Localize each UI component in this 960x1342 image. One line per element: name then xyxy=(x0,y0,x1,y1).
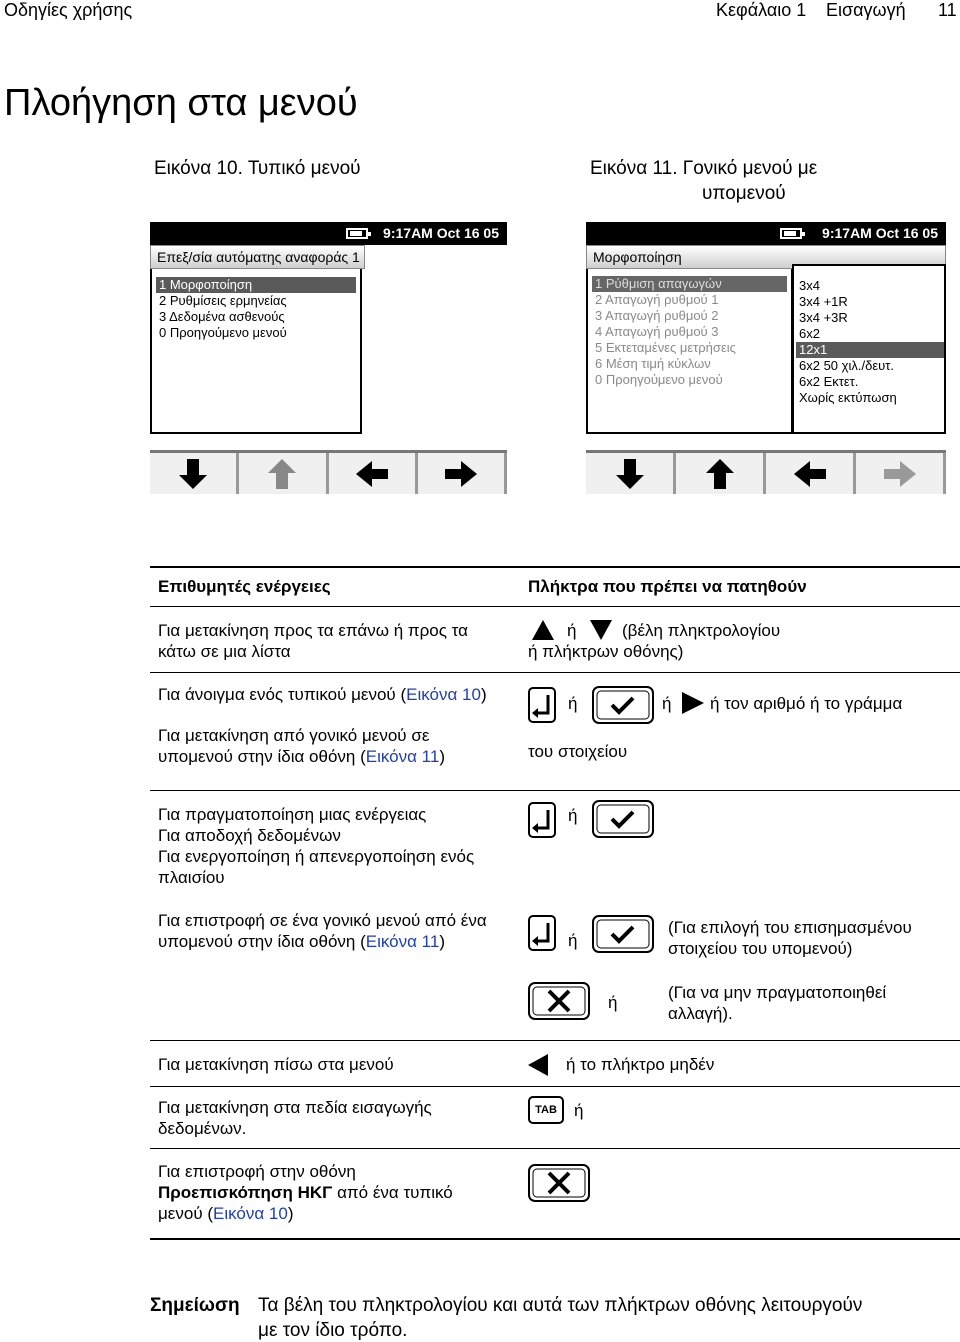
row2-text-b: Για μετακίνηση από γονικό μενού σε υπομενού στην ίδια οθόνη (Εικόνα 11) xyxy=(158,726,445,766)
arrow-up-icon xyxy=(702,457,738,491)
row1-key-text: (βέλη πληκτρολογίου xyxy=(622,621,781,640)
fig11-caption: Εικόνα 11. Γονικό μενού με xyxy=(590,158,818,179)
menu-title: Επεξ/σία αυτόματης αναφοράς 1 xyxy=(150,245,365,269)
row3-text: Για πραγματοποίηση μιας ενέργειας xyxy=(158,805,427,824)
arrow-left-icon xyxy=(354,457,390,491)
section-label: Εισαγωγή xyxy=(826,0,906,20)
battery-icon xyxy=(780,228,802,239)
col1-header: Επιθυμητές ενέργειες xyxy=(158,577,331,596)
fig11-link[interactable]: Εικόνα 11 xyxy=(365,747,440,766)
row1-text: Για μετακίνηση προς τα επάνω ή προς τα xyxy=(158,621,468,640)
check-key-icon xyxy=(592,800,654,838)
row5-key-text: ή το πλήκτρο μηδέν xyxy=(566,1055,715,1074)
cancel-key-icon xyxy=(528,1164,590,1202)
menu-title: Μορφοποίηση xyxy=(586,245,946,269)
row3-text: πλαισίου xyxy=(158,868,225,887)
or-text: ή xyxy=(568,806,578,825)
softkey-bar xyxy=(586,450,946,494)
row4-text: Για επιστροφή σε ένα γονικό μενού από ένα xyxy=(158,911,487,930)
row2-tail: ή τον αριθμό ή το γράμμα xyxy=(710,694,903,713)
menu-item[interactable]: 2 Ρυθμίσεις ερμηνείας xyxy=(159,293,287,308)
check-key-icon xyxy=(592,915,654,953)
row4-note: στοιχείου του υπομενού) xyxy=(668,939,853,958)
menu-item[interactable]: 4 Απαγωγή ρυθμού 3 xyxy=(595,324,719,339)
submenu-item[interactable]: 3x4 +3R xyxy=(799,310,848,325)
row2-text: Για άνοιγμα ενός τυπικού μενού (Εικόνα 10) xyxy=(158,685,487,704)
arrow-up-icon xyxy=(264,457,300,491)
softkey-bar xyxy=(150,450,507,494)
softkey-right[interactable] xyxy=(856,453,946,494)
note-label: Σημείωση xyxy=(150,1295,240,1316)
menu-item[interactable]: 0 Προηγούμενο μενού xyxy=(159,325,287,340)
clock: 9:17AM Oct 16 05 xyxy=(383,225,499,241)
or-text: ή xyxy=(568,694,578,713)
row3-text: Για αποδοχή δεδομένων xyxy=(158,826,341,845)
row4-note: αλλαγή). xyxy=(668,1004,733,1023)
or-text: ή xyxy=(608,993,618,1012)
manual-title: Οδηγίες χρήσης xyxy=(4,0,133,20)
clock: 9:17AM Oct 16 05 xyxy=(822,225,938,241)
or-text: ή xyxy=(574,1101,584,1120)
row6-text: δεδομένων. xyxy=(158,1119,247,1138)
col2-header: Πλήκτρα που πρέπει να πατηθούν xyxy=(528,577,807,596)
menu-item[interactable]: 3 Δεδομένα ασθενούς xyxy=(159,309,285,324)
softkey-down[interactable] xyxy=(586,453,676,494)
fig11-screen xyxy=(586,222,946,494)
or-text: ή xyxy=(568,931,578,950)
menu-item[interactable]: 1 Μορφοποίηση xyxy=(156,277,356,293)
fig10-screen xyxy=(150,222,507,494)
arrow-right-icon xyxy=(443,457,479,491)
menu-item[interactable]: 5 Εκτεταμένες μετρήσεις xyxy=(595,340,736,355)
softkey-up[interactable] xyxy=(239,453,328,494)
enter-key-icon xyxy=(528,802,556,838)
submenu-item[interactable]: 3x4 +1R xyxy=(799,294,848,309)
or-text: ή xyxy=(662,694,672,713)
row4-note: (Για να μην πραγματοποιηθεί xyxy=(668,983,887,1002)
softkey-left[interactable] xyxy=(766,453,856,494)
submenu-item[interactable]: Χωρίς εκτύπωση xyxy=(799,390,897,405)
fig11-link[interactable]: Εικόνα 11 xyxy=(365,932,440,951)
softkey-up[interactable] xyxy=(676,453,766,494)
menu-item[interactable]: 3 Απαγωγή ρυθμού 2 xyxy=(595,308,719,323)
arrow-left-icon xyxy=(792,457,828,491)
battery-icon xyxy=(346,228,368,239)
row4-note: (Για επιλογή του επισημασμένου xyxy=(668,918,912,937)
enter-key-icon xyxy=(528,687,556,723)
left-triangle-icon xyxy=(528,1054,548,1076)
right-triangle-icon xyxy=(682,692,704,714)
row5-text: Για μετακίνηση πίσω στα μενού xyxy=(158,1055,394,1074)
arrow-down-icon xyxy=(175,457,211,491)
fig10-link[interactable]: Εικόνα 10 xyxy=(406,685,481,704)
row7-text: Για επιστροφή στην οθόνη xyxy=(158,1162,356,1181)
down-triangle-icon xyxy=(590,620,612,640)
menu-item[interactable]: 6 Μέση τιμή κύκλων xyxy=(595,356,711,371)
up-triangle-icon xyxy=(532,620,554,640)
fig10-caption: Εικόνα 10. Τυπικό μενού xyxy=(154,158,361,179)
note-text: Τα βέλη του πληκτρολογίου και αυτά των πλήκτρων οθόνης λειτουργούν xyxy=(258,1295,863,1316)
enter-key-icon xyxy=(528,915,556,951)
menu-item[interactable]: 0 Προηγούμενο μενού xyxy=(595,372,723,387)
submenu-item[interactable]: 6x2 50 χιλ./δευτ. xyxy=(799,358,894,373)
arrow-down-icon xyxy=(612,457,648,491)
softkey-right[interactable] xyxy=(418,453,507,494)
softkey-down[interactable] xyxy=(150,453,239,494)
menu-item[interactable]: 2 Απαγωγή ρυθμού 1 xyxy=(595,292,719,307)
submenu-item[interactable]: 6x2 xyxy=(799,326,820,341)
row2-tail2: του στοιχείου xyxy=(528,742,628,761)
tab-key: TAB xyxy=(528,1096,564,1124)
row1-key-text2: ή πλήκτρων οθόνης) xyxy=(528,642,684,661)
arrow-right-icon xyxy=(882,457,918,491)
page-number: 11 xyxy=(938,0,957,20)
fig10-link[interactable]: Εικόνα 10 xyxy=(213,1204,288,1223)
status-bar xyxy=(150,222,507,245)
softkey-left[interactable] xyxy=(329,453,418,494)
or-text: ή xyxy=(567,621,577,640)
fig11-caption-2: υπομενού xyxy=(702,183,786,204)
row1-text: κάτω σε μια λίστα xyxy=(158,642,291,661)
submenu-item[interactable]: 12x1 xyxy=(796,342,944,358)
page-title: Πλοήγηση στα μενού xyxy=(4,82,358,124)
row3-text: Για ενεργοποίηση ή απενεργοποίηση ενός xyxy=(158,847,475,866)
chapter-label: Κεφάλαιο 1 xyxy=(716,0,807,20)
row6-text: Για μετακίνηση στα πεδία εισαγωγής xyxy=(158,1098,432,1117)
status-bar xyxy=(586,222,946,245)
menu-item[interactable]: 1 Ρύθμιση απαγωγών xyxy=(592,276,787,292)
note-text: με τον ίδιο τρόπο. xyxy=(258,1320,408,1341)
check-key-icon xyxy=(592,686,654,724)
submenu-item[interactable]: 3x4 xyxy=(799,278,820,293)
cancel-key-icon xyxy=(528,982,590,1020)
submenu-item[interactable]: 6x2 Εκτετ. xyxy=(799,374,859,389)
